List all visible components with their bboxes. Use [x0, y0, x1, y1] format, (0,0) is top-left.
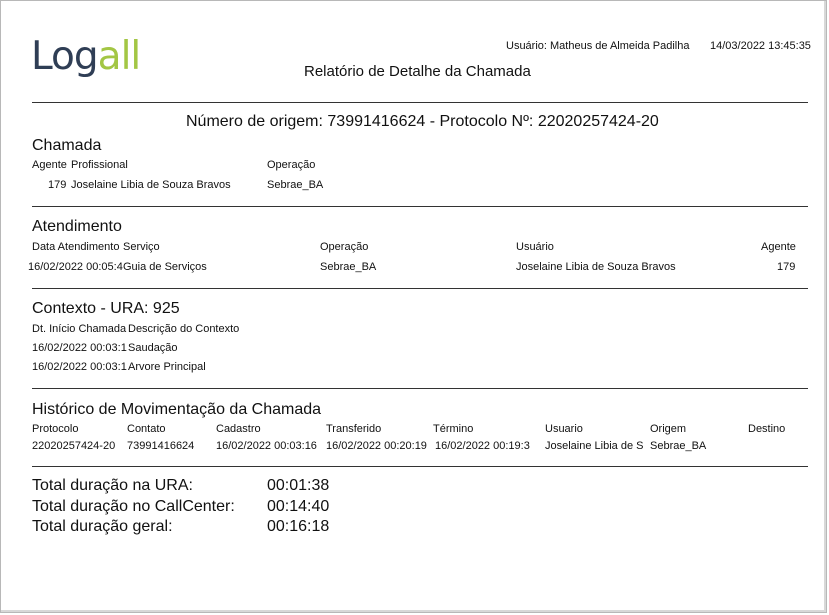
col-cadastro: Cadastro: [216, 423, 261, 435]
hist-origem: Sebrae_BA: [650, 440, 707, 452]
hist-cadastro: 16/02/2022 00:03:16: [216, 440, 317, 452]
col-destino: Destino: [748, 423, 786, 435]
hist-termino: 16/02/2022 00:19:3: [435, 440, 530, 452]
col-inicio-chamada: Dt. Início Chamada: [32, 323, 127, 335]
col-usuario: Usuário: [516, 241, 554, 253]
divider: [32, 388, 808, 389]
col-contato: Contato: [127, 423, 166, 435]
origin-protocol-line: Número de origem: 73991416624 - Protocolo Nº: 22020257424-20: [186, 113, 659, 130]
section-title-atendimento: Atendimento: [32, 218, 122, 235]
value-agente: 179: [777, 261, 796, 273]
col-descricao-contexto: Descrição do Contexto: [128, 323, 240, 335]
logall-logo: [31, 34, 141, 90]
hist-contato: 73991416624: [127, 440, 195, 452]
value-profissional: Joselaine Libia de Souza Bravos: [71, 179, 231, 191]
value-agente: 179: [48, 179, 67, 191]
hist-transferido: 16/02/2022 00:20:19: [326, 440, 427, 452]
divider: [32, 102, 808, 103]
col-usuario: Usuario: [545, 423, 583, 435]
value-data-atendimento: 16/02/2022 00:05:4: [28, 261, 123, 273]
divider: [32, 206, 808, 207]
user-label: Usuário: Matheus de Almeida Padilha: [506, 40, 690, 52]
divider: [32, 466, 808, 467]
report-title: Relatório de Detalhe da Chamada: [304, 63, 531, 80]
value-usuario: Joselaine Libia de Souza Bravos: [516, 261, 676, 273]
col-origem: Origem: [650, 423, 687, 435]
value-operacao: Sebrae_BA: [320, 261, 377, 273]
divider: [32, 288, 808, 289]
context-row-inicio: 16/02/2022 00:03:1: [32, 342, 127, 354]
context-row-descricao: Saudação: [128, 342, 178, 354]
total-callcenter-label: Total duração no CallCenter:: [32, 498, 235, 515]
value-servico: Guia de Serviços: [123, 261, 207, 273]
col-operacao: Operação: [320, 241, 369, 253]
col-servico: Serviço: [123, 241, 160, 253]
total-geral-label: Total duração geral:: [32, 518, 173, 535]
logo-text-dark: Log: [31, 34, 98, 79]
value-operacao: Sebrae_BA: [267, 179, 324, 191]
col-protocolo: Protocolo: [32, 423, 79, 435]
total-geral-value: 00:16:18: [267, 518, 330, 535]
section-title-chamada: Chamada: [32, 137, 102, 154]
col-agente: Agente: [761, 241, 796, 253]
context-row-descricao: Arvore Principal: [128, 361, 206, 373]
total-callcenter-value: 00:14:40: [267, 498, 330, 515]
context-row-inicio: 16/02/2022 00:03:1: [32, 361, 127, 373]
total-ura-label: Total duração na URA:: [32, 477, 193, 494]
col-profissional: Profissional: [71, 159, 128, 171]
hist-usuario: Joselaine Libia de S: [545, 440, 644, 452]
hist-protocolo: 22020257424-20: [32, 440, 116, 452]
col-transferido: Transferido: [326, 423, 382, 435]
section-title-historico: Histórico de Movimentação da Chamada: [32, 401, 322, 418]
report-datetime: 14/03/2022 13:45:35: [710, 40, 811, 52]
col-agente: Agente: [32, 159, 67, 171]
col-data-atendimento: Data Atendimento: [32, 241, 120, 253]
col-termino: Término: [433, 423, 474, 435]
total-ura-value: 00:01:38: [267, 477, 330, 494]
section-title-contexto: Contexto - URA: 925: [32, 300, 180, 317]
logo-text-green: all: [97, 34, 141, 79]
col-operacao: Operação: [267, 159, 316, 171]
